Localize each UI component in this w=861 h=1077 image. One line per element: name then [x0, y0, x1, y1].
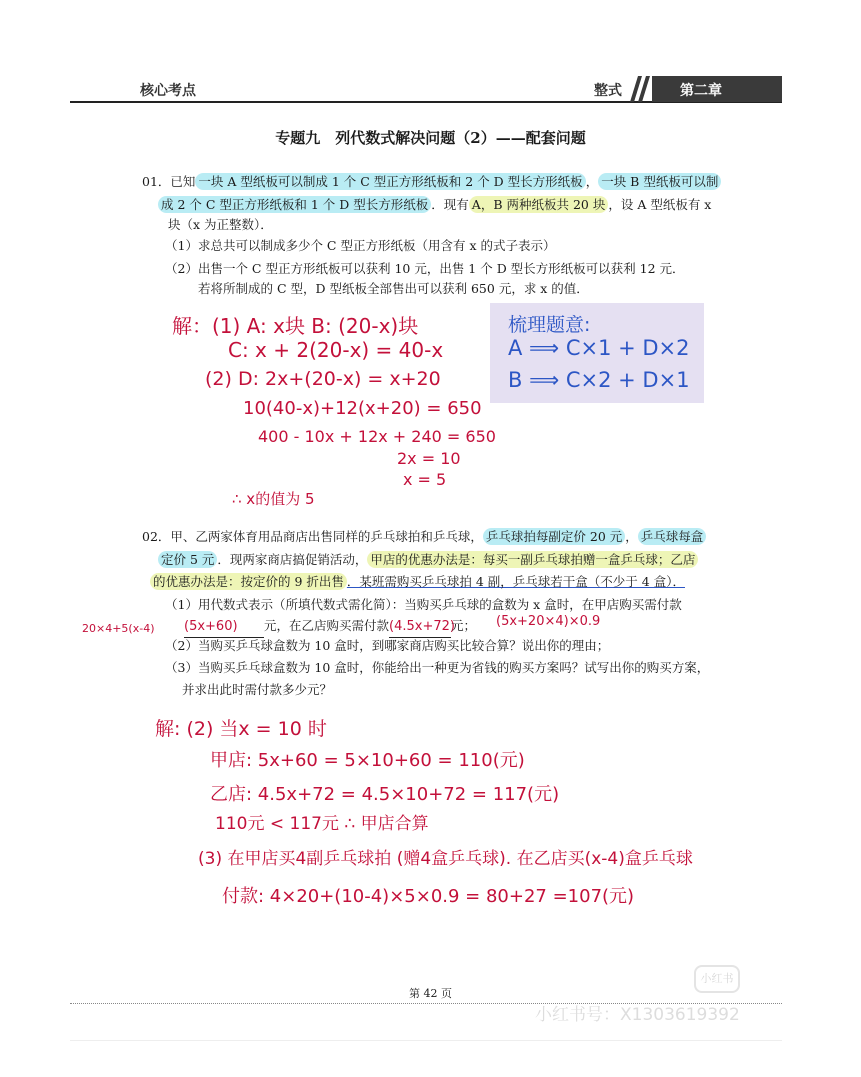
q2-highlight-3b: 的优惠办法是：按定价的 9 折出售: [150, 573, 347, 590]
q2-part-3b: 并求出此时需付款多少元？: [182, 682, 333, 697]
answer-blank-2: (4.5x+72): [389, 617, 451, 638]
q2-post: ．某班需购买乒乓球拍 4 副，乒乓球若干盒（不少于 4 盒）．: [346, 574, 685, 589]
q1-pre: 已知: [170, 174, 196, 189]
q1-sol-line-7: x = 5: [403, 470, 447, 489]
q2-sol-line-2: 甲店: 5x+60 = 5×10+60 = 110(元): [210, 750, 525, 771]
q2-part-3a: （3）当购买乒乓球盒数为 10 盒时，你能给出一种更为省钱的购买方案吗？试写出你的购买方案，: [165, 660, 710, 675]
q1-part-2a: （2）出售一个 C 型正方形纸板可以获利 10 元，出售 1 个 D 型长方形纸板可以获利 12 元．: [165, 261, 685, 276]
q1-highlight-2b: 成 2 个 C 型正方形纸板和 1 个 D 型长方形纸板: [158, 196, 431, 213]
answer-blank-1: (5x+60): [184, 617, 264, 638]
q1-sol-conclusion: ∴ x的值为 5: [232, 490, 315, 508]
q2-highlight-2a: 乒乓球每盒: [638, 528, 707, 545]
q1-line-3: 块（x 为正整数）．: [168, 217, 273, 232]
q2-part-1b-end: 元；: [451, 618, 477, 633]
q2-sol-line-4: 110元 < 117元 ∴ 甲店合算: [215, 814, 429, 834]
note-rule-b: B ⟹ C×2 + D×1: [508, 368, 690, 392]
q2-sol-line-5: (3) 在甲店买4副乒乓球拍 (赠4盒乒乓球). 在乙店买(x-4)盒乒乓球: [198, 849, 693, 869]
q1-sol-line-5: 400 - 10x + 12x + 240 = 650: [258, 427, 496, 446]
q2-part-1b-mid: 元，在乙店购买需付款: [264, 618, 390, 633]
header-chapter: 第二章: [680, 83, 722, 99]
q1-highlight-1: 一块 A 型纸板可以制成 1 个 C 型正方形纸板和 2 个 D 型长方形纸板: [195, 173, 585, 190]
q1-sol-line-3: (2) D: 2x+(20-x) = x+20: [205, 368, 441, 390]
watermark-logo: 小红书: [694, 965, 740, 993]
note-title: 梳理题意:: [508, 314, 591, 336]
watermark-text: 小红书号：X1303619392: [535, 1005, 740, 1025]
q2-sep: ，: [625, 529, 638, 544]
q1-sol-line-1: 解：(1) A: x块 B: (20-x)块: [172, 314, 419, 338]
q1-line-2: [158, 195, 711, 215]
q1-mid: ．现有: [431, 197, 469, 212]
q2-pre: 甲、乙两家体育用品商店出售同样的乒乓球拍和乒乓球，: [170, 529, 483, 544]
q2-part-1b: [184, 616, 476, 638]
q2-highlight-2b: 定价 5 元: [158, 551, 217, 568]
q2-part-1a: （1）用代数式表示（所填代数式需化简）：当购买乒乓球的盒数为 x 盒时，在甲店购买需付款: [165, 597, 682, 612]
q2-number: 02．: [142, 529, 171, 544]
q2-highlight-3a: 甲店的优惠办法是：每买一副乒乓球拍赠一盒乒乓球；乙店: [367, 551, 698, 568]
page-number: 第 42 页: [409, 987, 452, 1000]
q1-post: ，设 A 型纸板有 x: [608, 197, 712, 212]
q1-line-1: [142, 172, 721, 192]
q1-number: 01．: [142, 174, 171, 189]
q1-highlight-3: A，B 两种纸板共 20 块: [469, 196, 609, 213]
q1-part-1: （1）求总共可以制成多少个 C 型正方形纸板（用含有 x 的式子表示）: [165, 238, 556, 253]
page-title: 专题九 列代数式解决问题（2）——配套问题: [275, 129, 586, 147]
q1-highlight-2: 一块 B 型纸板可以制: [598, 173, 721, 190]
q2-sol-line-1: 解: (2) 当x = 10 时: [155, 718, 327, 740]
q1-part-2b: 若将所制成的 C 型，D 型纸板全部售出可以获利 650 元，求 x 的值．: [198, 281, 589, 296]
q1-sep: ，: [585, 174, 599, 189]
q1-sol-line-2: C: x + 2(20-x) = 40-x: [228, 338, 444, 362]
q2-mid: ．现两家商店搞促销活动，: [217, 552, 368, 567]
q2-line-2: [158, 550, 698, 570]
q2-highlight-1: 乒乓球拍每副定价 20 元: [483, 528, 625, 545]
q1-sol-line-4: 10(40-x)+12(x+20) = 650: [243, 398, 482, 419]
q2-line-1: [142, 527, 706, 547]
q2-sol-line-6: 付款: 4×20+(10-4)×5×0.9 = 80+27 =107(元): [222, 886, 635, 907]
q1-sol-line-6: 2x = 10: [397, 449, 461, 468]
margin-note-left: 20×4+5(x-4): [82, 622, 155, 635]
q2-part-2: （2）当购买乒乓球盒数为 10 盒时，到哪家商店购买比较合算？说出你的理由；: [165, 638, 610, 653]
header-section: 整式: [594, 83, 622, 99]
margin-note-right: (5x+20×4)×0.9: [496, 614, 601, 629]
header-slash-decoration: [630, 76, 652, 102]
header-left-title: 核心考点: [140, 83, 196, 99]
bottom-rule: [70, 1040, 782, 1041]
q2-sol-line-3: 乙店: 4.5x+72 = 4.5×10+72 = 117(元): [210, 784, 560, 805]
q2-line-3: [150, 572, 685, 592]
note-rule-a: A ⟹ C×1 + D×2: [508, 336, 690, 360]
